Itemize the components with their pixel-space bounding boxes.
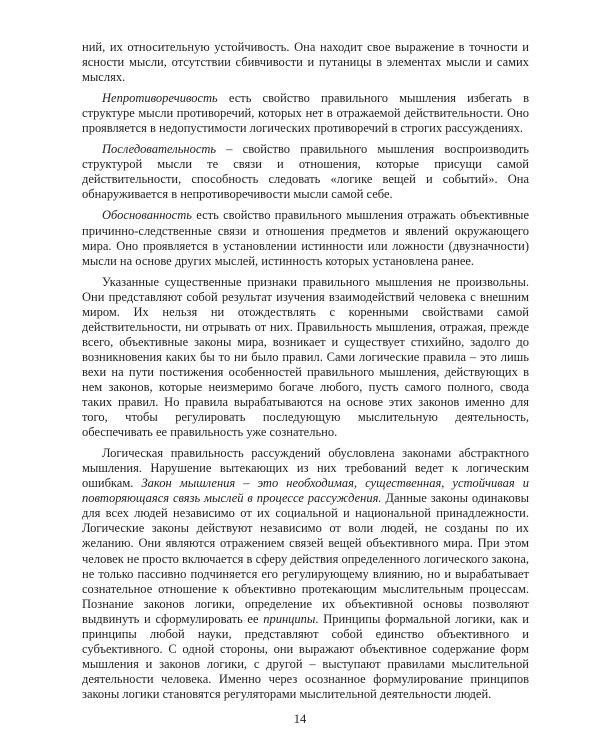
text-run: есть свойство правильного мышления отражать объективные причинно-следственные связи и отношения предметов и явлений окружающего мира. Оно проявляется в установлении истинности или ложности (двузначности) мысли на основе других мыслей, истинность которых установлена ранее. (82, 208, 529, 268)
italic-term: Обоснованность (102, 208, 192, 223)
page-number: 14 (293, 712, 307, 726)
italic-term: Закон мышления – это необходимая, существенная, устойчивая и повторяющаяся связь мыслей в процессе рассуждения. (82, 476, 529, 506)
text-run: – свойство правильного мышления воспроизводить структурой мысли те связи и отношения, которые присущи самой действительности, способность следовать «логике вещей и событий». Она обнаруживается в непротиворечивости мысли самой себе. (82, 142, 529, 202)
paragraph (82, 40, 529, 85)
paragraph (82, 142, 529, 202)
text-run: Данные законы одинаковы для всех людей независимо от их социальной и национальной принадлежности. Логические законы действуют независимо от воли людей, не созданы по их желанию. Они являются отражением связей вещей объективного мира. При этом человек не просто включается в сферу действия определенного логического закона, не только пассивно подчиняется его регулирующему влиянию, но и вырабатывает сознательное отношение к объективно протекающим мыслительным процессам. Познание законов логики, определение их объективной основы позволяют выдвинуть и сформулировать ее (82, 491, 530, 626)
italic-term: Последовательность (102, 142, 217, 157)
paragraph (82, 275, 529, 441)
text-run: Логическая правильность рассуждений обусловлена законами абстрактного мышления. Нарушение вытекающих из них требований ведет к логическим ошибкам. (82, 446, 529, 491)
text-run: . Принципы формальной логики, как и принципы любой науки, представляют собой единство объективного и субъективного. С одной стороны, они выражают объективное содержание форм мышления и законов логики, с другой – выступают правилами мыслительной деятельности человека. Именно через осознанное формулирование принципов законы логики становятся регуляторами мыслительной деятельности людей. (82, 611, 529, 701)
paragraph (82, 208, 529, 268)
page-body (82, 40, 529, 702)
text-run: ний, их относительную устойчивость. Она находит свое выражение в точности и ясности мысли, отсутствии сбивчивости и путаницы в элементах мысли и самих мыслях. (82, 40, 529, 85)
text-run: есть свойство правильного мышления избегать в структуре мысли противоречий, которых нет в отражаемой действительности. Оно проявляется в недопустимости логических противоречий в строгих рассуждениях. (82, 91, 529, 136)
italic-term: принципы (263, 611, 316, 626)
text-run: Указанные существенные признаки правильного мышления не произвольны. Они представляют собой результат изучения взаимодействий человека с внешним миром. Их нельзя ни отождествлять с коренными свойствами самой действительности, ни отрывать от них. Правильность мышления, отражая, прежде всего, объективные законы мира, возникает и существует стихийно, задолго до возникновения каких бы то ни было правил. Сами логические правила – это лишь вехи на пути постижения особенностей правильного мышления, действующих в нем законов, которые неизмеримо богаче любого, пусть самого полного, свода таких правил. Но правила вырабатываются на основе этих законов именно для того, чтобы регулировать последующую мыслительную деятельность, обеспечивать ее правильность уже сознательно. (82, 274, 529, 440)
paragraph (82, 446, 529, 702)
paragraph (82, 91, 529, 136)
italic-term: Непротиворечивость (102, 91, 218, 106)
